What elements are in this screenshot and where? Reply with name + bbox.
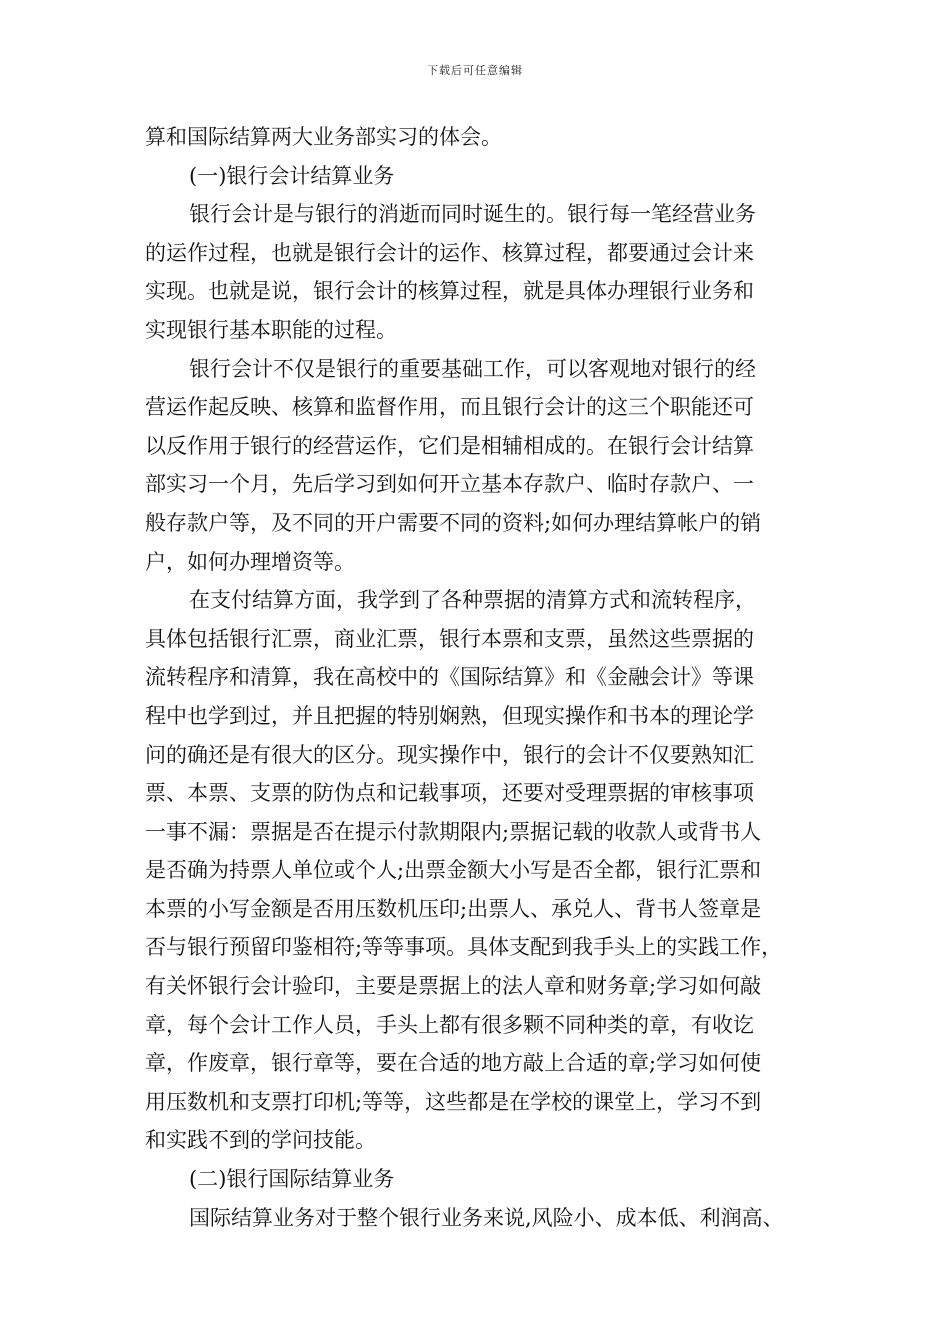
text-line: 算和国际结算两大业务部实习的体会。: [145, 125, 502, 149]
text-line: 户，如何办理增资等。: [145, 549, 355, 574]
text-line: 以反作用于银行的经营运作，它们是相辅相成的。在银行会计结算: [145, 433, 754, 458]
text-line: 章，每个会计工作人员，手头上都有很多颗不同种类的章，有收讫: [145, 1012, 754, 1037]
page-header: 下载后可任意编辑: [427, 64, 523, 77]
text-line: 银行会计是与银行的消逝而同时诞生的。银行每一笔经营业务: [189, 202, 756, 227]
text-line: 问的确还是有很大的区分。现实操作中，银行的会计不仅要熟知汇: [145, 742, 754, 767]
text-line: 在支付结算方面，我学到了各种票据的清算方式和流转程序，: [189, 588, 756, 613]
text-line: (一)银行会计结算业务: [189, 163, 395, 188]
text-line: 和实践不到的学问技能。: [145, 1128, 376, 1153]
text-line: 票、本票、支票的防伪点和记载事项，还要对受理票据的审核事项: [145, 781, 754, 806]
text-line: (二)银行国际结算业务: [189, 1167, 395, 1192]
text-line: 用压数机和支票打印机;等等，这些都是在学校的课堂上，学习不到: [145, 1089, 762, 1114]
text-line: 流转程序和清算，我在高校中的《国际结算》和《金融会计》等课: [145, 665, 754, 690]
text-line: 本票的小写金额是否用压数机压印;出票人、承兑人、背书人签章是: [145, 896, 762, 921]
text-line: 营运作起反映、核算和监督作用，而且银行会计的这三个职能还可: [145, 395, 754, 420]
text-line: 实现。也就是说，银行会计的核算过程，就是具体办理银行业务和: [145, 279, 754, 304]
text-line: 部实习一个月，先后学习到如何开立基本存款户、临时存款户、一: [145, 472, 754, 497]
text-line: 般存款户等，及不同的开户需要不同的资料;如何办理结算帐户的销: [145, 510, 762, 535]
text-line: 否与银行预留印鉴相符;等等事项。具体支配到我手头上的实践工作，: [145, 935, 783, 960]
text-line: 章，作废章，银行章等，要在合适的地方敲上合适的章;学习如何使: [145, 1051, 762, 1076]
text-line: 的运作过程，也就是银行会计的运作、核算过程，都要通过会计来: [145, 240, 754, 265]
text-line: 实现银行基本职能的过程。: [145, 317, 397, 342]
text-line: 有关怀银行会计验印，主要是票据上的法人章和财务章;学习如何敲: [145, 974, 762, 999]
text-line: 程中也学到过，并且把握的特别娴熟，但现实操作和书本的理论学: [145, 703, 754, 728]
text-line: 国际结算业务对于整个银行业务来说,风险小、成本低、利润高、: [189, 1205, 784, 1230]
text-line: 是否确为持票人单位或个人;出票金额大小写是否全都，银行汇票和: [145, 858, 762, 883]
document-body: [145, 118, 825, 1237]
text-line: 银行会计不仅是银行的重要基础工作，可以客观地对银行的经: [189, 356, 756, 381]
text-line: 一事不漏：票据是否在提示付款期限内;票据记载的收款人或背书人: [145, 819, 762, 844]
text-line: 具体包括银行汇票，商业汇票，银行本票和支票，虽然这些票据的: [145, 626, 754, 651]
